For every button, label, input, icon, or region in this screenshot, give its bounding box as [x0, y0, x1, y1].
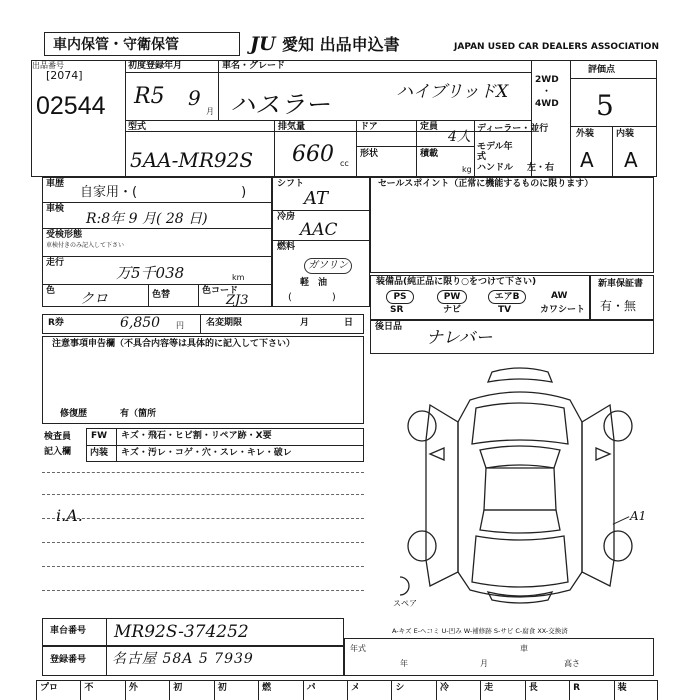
rear-deck: [472, 536, 568, 587]
bottom-strip-cell: 不: [84, 683, 94, 693]
divider: [480, 680, 481, 700]
mileage-unit: km: [232, 273, 245, 282]
bottom-strip-cell: 走: [484, 683, 494, 693]
divider: [531, 60, 532, 177]
bottom-field-2: 年: [400, 659, 408, 668]
equip-sr: SR: [390, 305, 404, 315]
fuel-diesel: 軽 油: [300, 278, 328, 288]
color-label: 色: [46, 286, 56, 296]
inspection-value: R:8年 9 月( 28 日): [86, 211, 208, 227]
check-row1-tag: FW: [91, 431, 108, 441]
first-reg-label: 初度登録年月: [128, 61, 183, 71]
divider: [42, 256, 272, 257]
divider: [218, 60, 219, 120]
score-label: 評価点: [588, 65, 616, 75]
bottom-strip-cell: 初: [217, 683, 227, 693]
inspector-label-1: 検査員: [44, 432, 72, 442]
divider: [612, 126, 613, 177]
fuel-paren: ( ): [288, 292, 336, 303]
equip-kawaseat: カワシート: [540, 305, 586, 315]
roof: [484, 468, 556, 510]
recycle-box: [42, 314, 364, 334]
divider: [42, 202, 272, 203]
aircon-value: AAC: [300, 220, 338, 240]
model-label: 型式: [128, 122, 147, 132]
bottom-field-4: 車: [520, 644, 528, 653]
left-side-panel: [426, 405, 458, 586]
damage-legend: A-キズ E-ヘコミ U-凹み W-補修跡 S-サビ C-腐食 XX-交換済: [392, 627, 568, 635]
damage-mark: A1: [630, 509, 647, 523]
grade-exterior-value: A: [580, 148, 594, 172]
divider: [356, 146, 474, 147]
divider: [436, 680, 437, 700]
handle-options: 左・右: [527, 163, 555, 173]
write-line: [42, 494, 364, 495]
mirror-right: [596, 448, 610, 460]
wheel-front-left: [408, 411, 436, 441]
write-line: [42, 566, 364, 567]
divider: [272, 240, 370, 241]
car-name-value: ハスラー: [230, 90, 331, 119]
reception-note: 車検付きのみ記入して下さい: [46, 242, 125, 249]
divider: [569, 680, 570, 700]
divider: [570, 126, 657, 127]
grade-interior-label: 内装: [616, 129, 635, 139]
shift-value: AT: [304, 188, 329, 209]
divider: [303, 680, 304, 700]
storage-type-box: [44, 32, 240, 56]
displacement-value: 660: [292, 142, 334, 167]
spare-tire: [400, 577, 409, 595]
warranty-label: 新車保証書: [598, 279, 644, 289]
divider: [274, 120, 275, 177]
bottom-strip-cell: プロ: [40, 683, 59, 693]
front-bumper: [488, 368, 552, 382]
inspector-label-2: 記入欄: [44, 447, 72, 457]
bottom-strip-cell: パ: [306, 683, 316, 693]
lot-sub-number: [2074]: [46, 69, 83, 82]
bottom-field-1: 年式: [350, 644, 366, 653]
car-name-label: 車名・グレード: [222, 61, 286, 71]
divider: [474, 120, 475, 177]
bottom-strip-cell: 初: [173, 683, 183, 693]
sales-point-label: セールスポイント（正常に機能するものに限ります）: [378, 179, 594, 189]
wheel-rear-left: [408, 531, 436, 561]
plate-value: 名古屋 58A 5 7939: [112, 651, 254, 667]
divider: [125, 60, 126, 177]
equipment-label: 装備品(純正品に限り○をつけて下さい): [376, 277, 537, 287]
check-row2-text: キズ・汚レ・コゲ・穴・スレ・キレ・破レ: [121, 448, 292, 458]
divider: [148, 284, 149, 307]
grade-interior-value: A: [624, 148, 638, 172]
capacity-label: 定員: [420, 122, 439, 132]
car-diagram: [400, 360, 640, 610]
org-name-en: JAPAN USED CAR DEALERS ASSOCIATION: [454, 42, 659, 52]
recycle-label: R券: [48, 318, 64, 328]
divider: [86, 445, 364, 446]
divider: [272, 210, 370, 211]
recycle-value: 6,850: [120, 315, 161, 331]
bottom-strip-cell: 装: [617, 683, 627, 693]
wheel-front-right: [604, 411, 632, 441]
first-reg-month-unit: 月: [206, 107, 214, 116]
divider: [258, 680, 259, 700]
plate-label: 登録番号: [50, 655, 87, 665]
ju-logo: JU: [250, 33, 276, 55]
chassis-value: MR92S-374252: [114, 622, 249, 642]
score-value: 5: [596, 89, 614, 122]
fuel-label: 燃料: [277, 242, 296, 252]
load-label: 積載: [420, 149, 439, 159]
write-line: [42, 542, 364, 543]
dealer-label: ディーラー・並行: [477, 124, 549, 134]
org-name-jp: 愛知 出品申込書: [282, 35, 400, 54]
notes-box: [42, 336, 364, 424]
write-line: [42, 590, 364, 591]
displacement-unit: cc: [340, 159, 349, 168]
divider: [125, 680, 126, 700]
warranty-value: 有・無: [600, 299, 637, 313]
drive-4wd: 4WD: [535, 99, 559, 109]
color-change-label: 色替: [152, 290, 171, 300]
bottom-strip-cell: 燃: [262, 683, 272, 693]
car-body-outline: [458, 392, 582, 597]
recycle-unit: 円: [176, 321, 184, 330]
shift-label: シフト: [277, 179, 305, 189]
mirror-left: [430, 448, 444, 460]
name-change-day: 日: [344, 318, 354, 328]
divider: [356, 120, 357, 177]
equip-airbag: エアB: [488, 290, 526, 304]
retrofit-label: 後日品: [375, 322, 403, 332]
first-reg-year: R5: [134, 84, 165, 109]
check-row2-tag: 内装: [90, 448, 109, 458]
car-grade-value: ハイブリッドX: [396, 82, 509, 102]
color-value: クロ: [80, 291, 108, 307]
equip-aw: AW: [551, 291, 568, 301]
lot-number: 02544: [36, 92, 106, 120]
divider: [416, 120, 417, 177]
lot-corner-label: 出品番号: [32, 61, 64, 70]
bottom-fields-box: [344, 638, 654, 676]
color-code-value: ZJ3: [226, 293, 249, 308]
bottom-strip-cell: 外: [128, 683, 138, 693]
bottom-strip-cell: シ: [395, 683, 405, 693]
spare-label: スペア: [393, 599, 417, 608]
bottom-strip-cell: R: [573, 683, 581, 693]
name-change-month: 月: [300, 318, 310, 328]
inspector-handwritten: i.A.: [56, 506, 83, 525]
divider: [169, 680, 170, 700]
write-line: [42, 518, 364, 519]
retrofit-value: ナレバー: [426, 328, 493, 348]
chassis-label: 車台番号: [50, 626, 87, 636]
equip-tv: TV: [498, 305, 512, 315]
first-reg-month: 9: [188, 86, 201, 110]
bottom-strip-cells: [36, 682, 658, 700]
grade-exterior-label: 外装: [576, 129, 595, 139]
history-value: 自家用・( ): [80, 185, 247, 200]
bottom-strip-cell: メ: [351, 683, 361, 693]
history-label: 車歴: [46, 179, 65, 189]
divider: [200, 314, 201, 334]
hood: [472, 403, 568, 444]
repair-value: 有（箇所: [120, 409, 157, 419]
rear-window: [480, 510, 560, 533]
equip-navi: ナビ: [443, 305, 462, 315]
right-side-panel: [582, 405, 614, 586]
check-row1-text: キズ・飛石・ヒビ割・リペア跡・X要: [121, 431, 272, 441]
model-year-label: モデル年式: [477, 142, 513, 162]
handle-label: ハンドル: [477, 163, 514, 173]
divider: [125, 72, 531, 73]
notes-label: 注意事項申告欄（不具合内容等は具体的に記入して下さい）: [52, 339, 296, 349]
name-change-label: 名変期限: [206, 318, 243, 328]
divider: [42, 228, 272, 229]
windshield: [480, 446, 560, 468]
divider: [570, 78, 657, 79]
mileage-value: 万5千038: [116, 264, 185, 282]
divider: [214, 680, 215, 700]
aircon-label: 冷房: [277, 212, 296, 222]
mileage-label: 走行: [46, 258, 65, 268]
model-value: 5AA-MR92S: [130, 148, 254, 172]
divider: [391, 680, 392, 700]
divider: [42, 284, 272, 285]
storage-type-text: 車内保管・守衛保管: [53, 37, 179, 53]
bottom-strip-cell: 長: [528, 683, 538, 693]
doors-label: ドア: [360, 122, 378, 132]
divider: [347, 680, 348, 700]
reception-label: 受検形態: [46, 230, 83, 240]
equip-ps: PS: [386, 290, 414, 304]
sales-point-box: [370, 177, 654, 273]
wheel-rear-right: [604, 531, 632, 561]
inspection-label: 車検: [46, 204, 65, 214]
capacity-value: 4人: [448, 129, 471, 145]
drive-dot: ・: [542, 87, 552, 97]
load-unit: kg: [462, 165, 472, 174]
repair-label: 修復歴: [60, 409, 88, 419]
divider: [80, 680, 81, 700]
equip-pw: PW: [437, 290, 467, 304]
write-line: [42, 472, 364, 473]
divider: [116, 428, 117, 462]
color-code-label: 色コード: [202, 286, 239, 296]
divider: [525, 680, 526, 700]
body-shape-label: 形状: [360, 149, 379, 159]
fuel-value: ガソリン: [304, 258, 352, 274]
bottom-strip-cell: 冷: [439, 683, 449, 693]
divider: [198, 284, 199, 307]
drive-2wd: 2WD: [535, 75, 559, 85]
bottom-field-3: 月: [480, 659, 488, 668]
displacement-label: 排気量: [278, 122, 306, 132]
retrofit-box: [370, 320, 654, 354]
bottom-field-5: 高さ: [564, 659, 580, 668]
divider: [125, 120, 531, 121]
divider: [614, 680, 615, 700]
